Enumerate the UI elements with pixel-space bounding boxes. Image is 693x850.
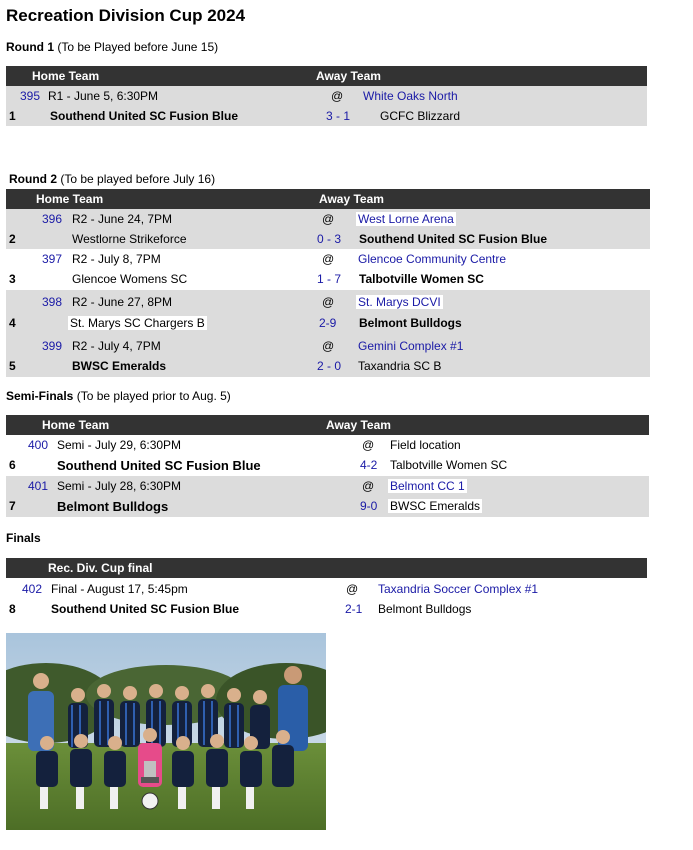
game-number: 2 [9, 232, 16, 246]
round2-heading [9, 172, 215, 186]
round1-note: (To be Played before June 15) [57, 40, 219, 54]
round1-header [6, 66, 647, 86]
table-row [6, 269, 650, 289]
game-id-link[interactable]: 402 [22, 582, 43, 596]
game-id-link[interactable]: 396 [42, 212, 63, 226]
game-desc: R1 - June 5, 6:30PM [48, 89, 159, 103]
semis-label: Semi-Finals [6, 389, 74, 403]
home-team-header: Home Team [32, 69, 100, 83]
game-desc: R2 - July 4, 7PM [72, 339, 161, 353]
semis-note: (To be played prior to Aug. 5) [76, 389, 231, 403]
page-title: Recreation Division Cup 2024 [6, 6, 246, 25]
game-desc: R2 - July 8, 7PM [72, 252, 161, 266]
game-id-link[interactable]: 398 [42, 295, 63, 309]
away-team: Talbotville Women SC [359, 272, 484, 286]
game-id-link[interactable]: 400 [28, 438, 49, 452]
finals-header [6, 558, 647, 578]
score-link[interactable]: 3 - 1 [326, 109, 351, 123]
game-desc: Semi - July 29, 6:30PM [57, 438, 182, 452]
game-number: 1 [9, 109, 16, 123]
at-symbol: @ [322, 252, 335, 266]
game-desc: Final - August 17, 5:45pm [51, 582, 188, 596]
score-link[interactable]: 2-9 [319, 316, 337, 330]
home-team: Southend United SC Fusion Blue [51, 602, 239, 616]
game-number: 5 [9, 359, 16, 373]
table-row [6, 435, 649, 455]
table-row [6, 356, 650, 377]
home-team: Glencoe Womens SC [72, 272, 188, 286]
table-row [6, 106, 647, 126]
away-team: GCFC Blizzard [380, 109, 461, 123]
score-link[interactable]: 2-1 [345, 602, 363, 616]
table-row [6, 229, 650, 249]
at-symbol: @ [331, 89, 344, 103]
venue-link[interactable]: Taxandria Soccer Complex #1 [378, 582, 539, 596]
table-row [6, 599, 647, 619]
round2-label: Round 2 [9, 172, 57, 186]
at-symbol: @ [346, 582, 359, 596]
venue-link[interactable]: West Lorne Arena [358, 212, 454, 226]
score-link[interactable]: 4-2 [360, 458, 378, 472]
venue-link[interactable]: Gemini Complex #1 [358, 339, 464, 353]
team-photo [6, 633, 326, 830]
round1-label: Round 1 [6, 40, 54, 54]
home-team-header: Home Team [42, 418, 110, 432]
table-row [6, 455, 649, 475]
away-team-header: Away Team [326, 418, 391, 432]
round1-heading [6, 40, 218, 54]
table-row [6, 334, 650, 356]
score-link[interactable]: 0 - 3 [317, 232, 342, 246]
finals-label: Finals [6, 531, 41, 545]
venue-link[interactable]: Glencoe Community Centre [358, 252, 507, 266]
table-row [6, 579, 647, 599]
table-row [6, 496, 649, 517]
at-symbol: @ [362, 438, 375, 452]
table-row [6, 290, 650, 312]
at-symbol: @ [322, 339, 335, 353]
game-desc: R2 - June 24, 7PM [72, 212, 173, 226]
game-number: 4 [9, 316, 16, 330]
table-row [6, 312, 650, 334]
score-link[interactable]: 1 - 7 [317, 272, 342, 286]
away-team: Talbotville Women SC [390, 458, 508, 472]
at-symbol: @ [362, 479, 375, 493]
venue-link[interactable]: Belmont CC 1 [390, 479, 465, 493]
round2-header [6, 189, 650, 209]
game-number: 8 [9, 602, 16, 616]
venue-link[interactable]: St. Marys DCVI [358, 295, 441, 309]
away-team-header: Away Team [319, 192, 384, 206]
game-id-link[interactable]: 399 [42, 339, 63, 353]
table-row [6, 249, 650, 269]
venue: Field location [390, 438, 461, 452]
game-number: 3 [9, 272, 16, 286]
game-id-link[interactable]: 397 [42, 252, 63, 266]
away-team: Belmont Bulldogs [359, 316, 462, 330]
table-row [6, 476, 649, 496]
game-desc: R2 - June 27, 8PM [72, 295, 173, 309]
home-team: Southend United SC Fusion Blue [50, 109, 238, 123]
game-id-link[interactable]: 395 [20, 89, 41, 103]
home-team: Southend United SC Fusion Blue [57, 458, 261, 473]
semis-header [6, 415, 649, 435]
away-team: BWSC Emeralds [390, 499, 481, 513]
round2-note: (To be played before July 16) [60, 172, 216, 186]
away-team: Taxandria SC B [358, 359, 442, 373]
table-row [6, 86, 647, 106]
score-link[interactable]: 2 - 0 [317, 359, 342, 373]
away-team: Belmont Bulldogs [378, 602, 472, 616]
home-team-header: Home Team [36, 192, 104, 206]
semis-heading [6, 389, 231, 403]
home-team: Westlorne Strikeforce [72, 232, 187, 246]
table-row [6, 209, 650, 229]
away-team: Southend United SC Fusion Blue [359, 232, 547, 246]
game-id-link[interactable]: 401 [28, 479, 49, 493]
finals-heading [6, 531, 41, 545]
home-team: St. Marys SC Chargers B [70, 316, 205, 330]
score-link[interactable]: 9-0 [360, 499, 378, 513]
at-symbol: @ [322, 295, 335, 309]
away-team-header: Away Team [316, 69, 381, 83]
game-number: 6 [9, 458, 16, 472]
venue-link[interactable]: White Oaks North [363, 89, 458, 103]
game-number: 7 [9, 499, 16, 513]
at-symbol: @ [322, 212, 335, 226]
home-team: BWSC Emeralds [72, 359, 167, 373]
home-team: Belmont Bulldogs [57, 499, 169, 514]
finals-header-label: Rec. Div. Cup final [48, 561, 153, 575]
game-desc: Semi - July 28, 6:30PM [57, 479, 182, 493]
